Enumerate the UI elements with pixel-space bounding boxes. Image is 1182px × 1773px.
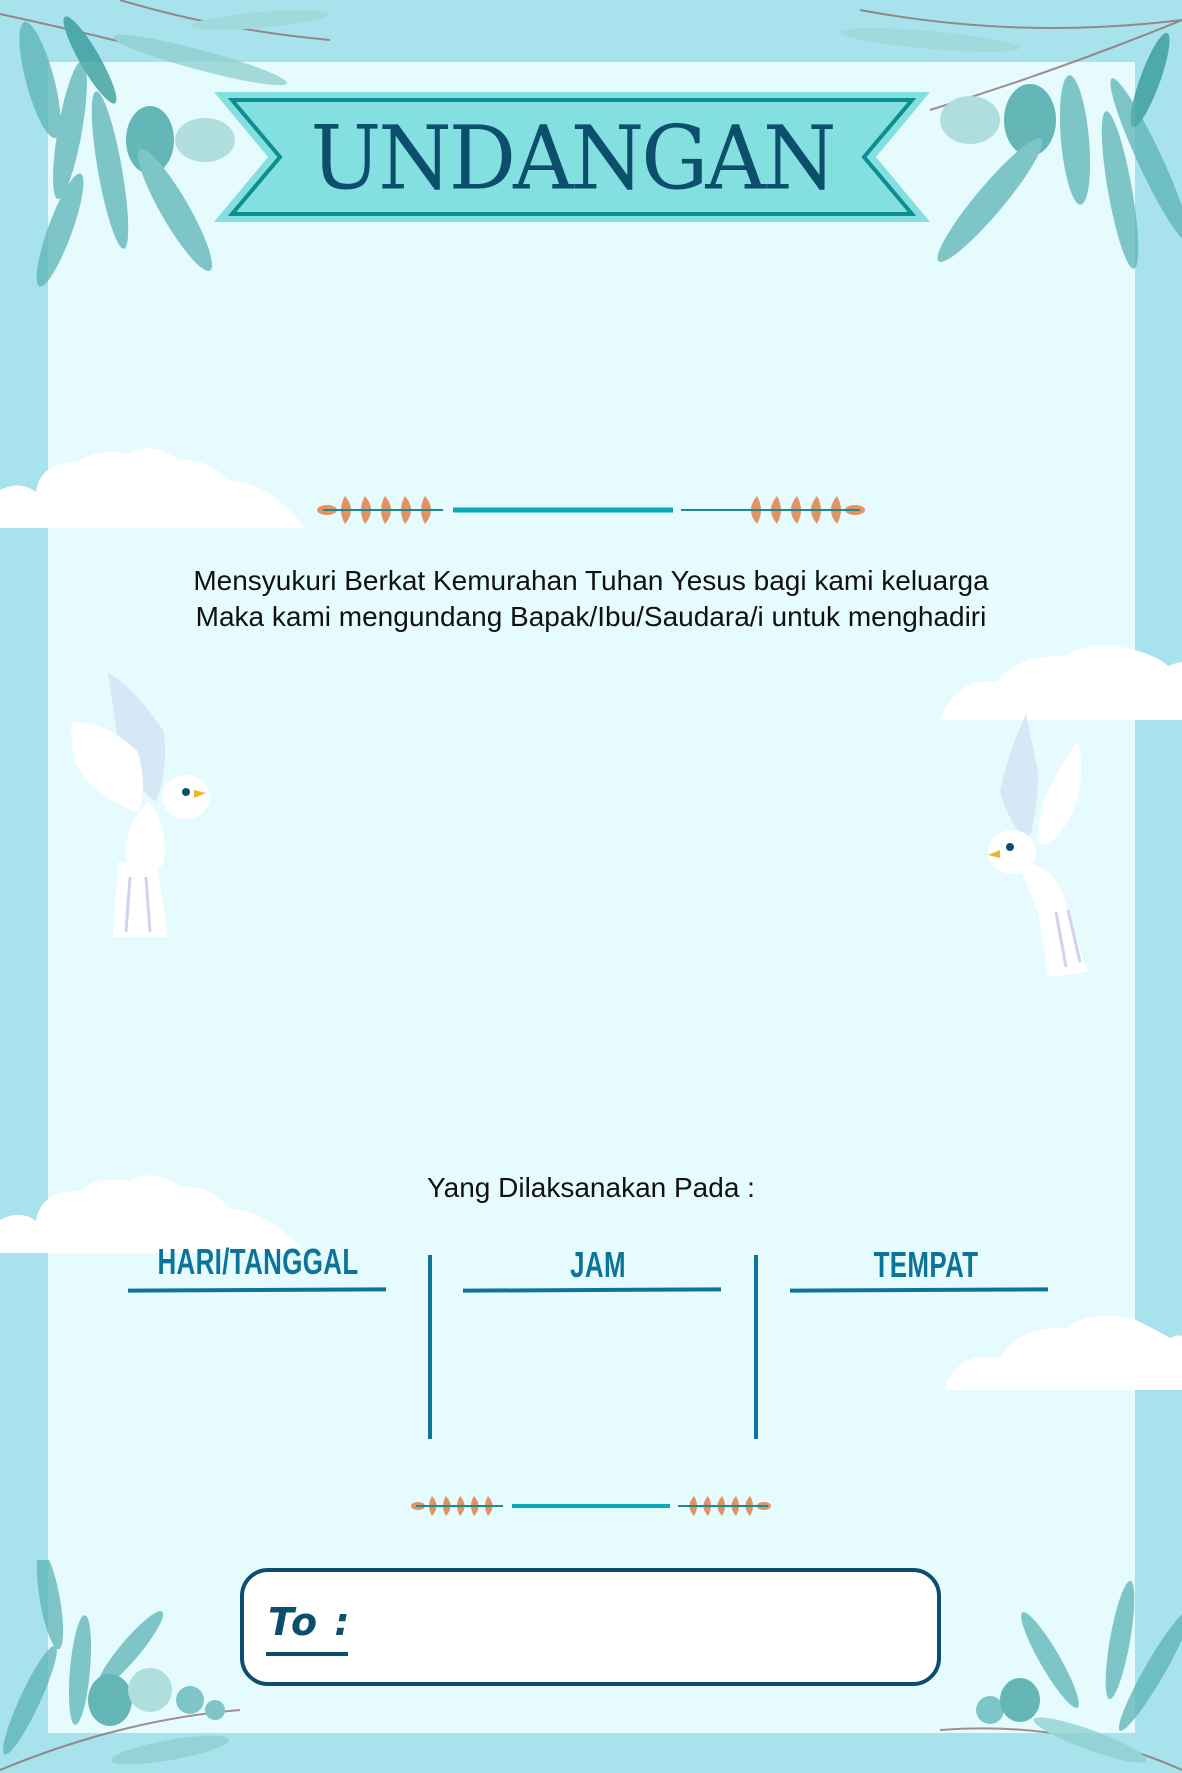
page-title: UNDANGAN bbox=[310, 106, 834, 210]
intro-line-1: Mensyukuri Berkat Kemurahan Tuhan Yesus bagi kami keluarga bbox=[193, 565, 989, 596]
cloud-icon bbox=[0, 440, 310, 530]
column-header-date: HARI/TANGGAL bbox=[157, 1241, 359, 1282]
column-separator bbox=[754, 1255, 758, 1439]
recipient-label: To : bbox=[268, 1600, 352, 1644]
title-banner bbox=[214, 92, 930, 222]
intro-text bbox=[100, 563, 1082, 635]
laurel-divider-icon bbox=[315, 490, 867, 530]
dove-icon bbox=[978, 712, 1128, 982]
cloud-icon bbox=[938, 636, 1182, 722]
eucalyptus-leaves-icon bbox=[930, 1570, 1182, 1773]
column-header-place: TEMPAT bbox=[873, 1244, 979, 1285]
dove-icon bbox=[68, 662, 218, 942]
eucalyptus-leaves-icon bbox=[0, 1560, 260, 1773]
intro-line-2: Maka kami mengundang Bapak/Ibu/Saudara/i untuk menghadiri bbox=[195, 601, 987, 632]
cloud-icon bbox=[938, 1302, 1182, 1392]
recipient-field[interactable] bbox=[240, 1568, 941, 1686]
recipient-label-underline bbox=[266, 1652, 348, 1656]
laurel-divider-icon bbox=[410, 1492, 772, 1520]
event-details-label: Yang Dilaksanakan Pada : bbox=[427, 1172, 755, 1203]
column-separator bbox=[428, 1255, 432, 1439]
column-header-time: JAM bbox=[570, 1244, 626, 1285]
